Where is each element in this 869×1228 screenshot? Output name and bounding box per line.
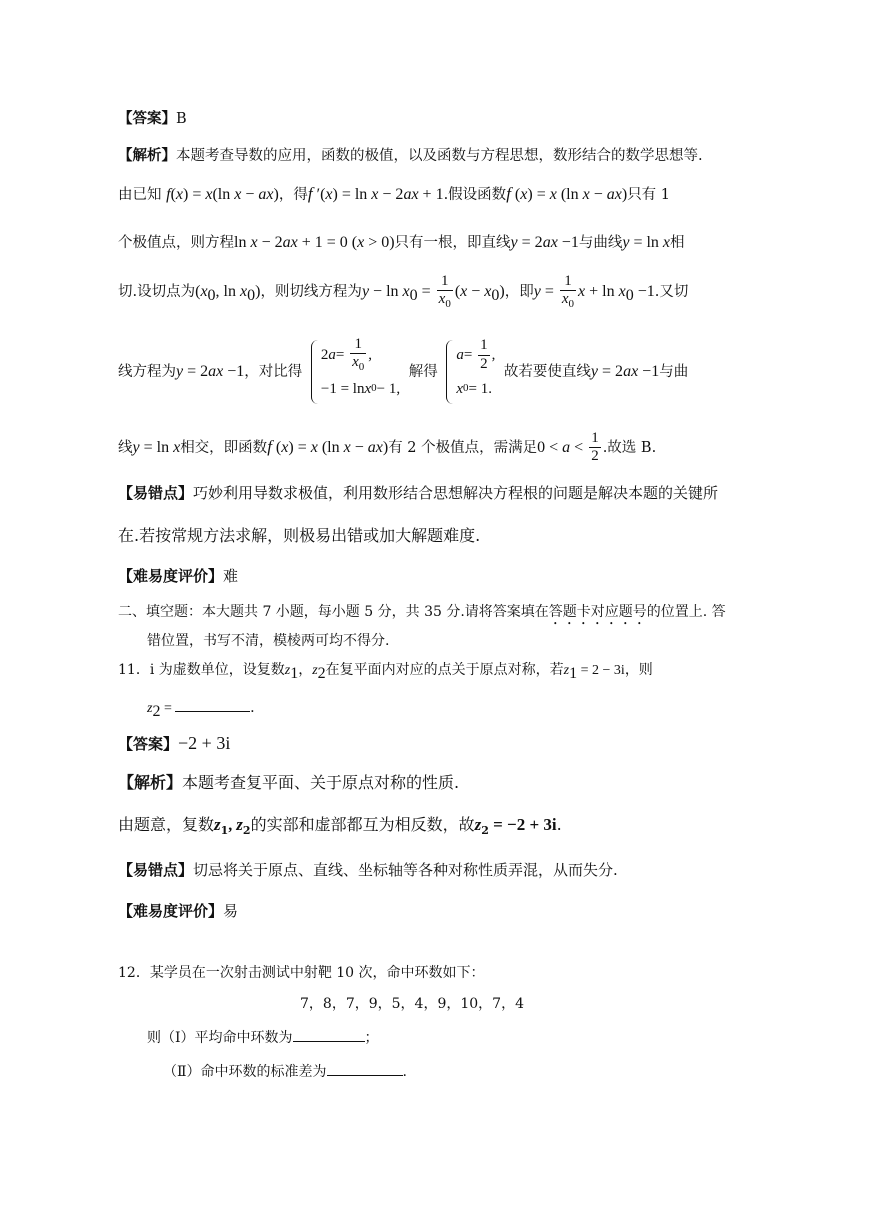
text: 有 2 个极值点，需满足: [388, 439, 538, 456]
text: 切.设切点为: [118, 283, 196, 300]
text: ，对比得: [244, 364, 303, 380]
q12-part-2: [163, 1061, 803, 1081]
q10-analysis-line-2: 个极值点，则方程ln x − 2ax + 1 = 0 (x > 0)只有一根，即直线y = 2ax −1与曲线y = ln x相: [118, 234, 685, 251]
text: 二、填空题：本大题共 7 小题，每小题 5 分，共 35 分.请将答案填在: [118, 604, 549, 620]
q12-data: [300, 996, 600, 1013]
text: 的实部和虚部都互为相反数，故: [250, 815, 475, 834]
text: ，即: [504, 283, 534, 300]
text: 个极值点，则方程: [118, 235, 234, 251]
q10-difficulty: [118, 567, 758, 585]
text: 只有 1: [627, 187, 671, 203]
q11-detail: 由题意，复数$z_1$, $z_2$的实部和虚部都互为相反数，故$z_2 = -2 + 3i$.: [118, 815, 562, 838]
text: .: [402, 1064, 407, 1080]
q10-analysis-line-4: 线方程为y = 2ax −1，对比得 2 a = $\frac{1}{x_0}$ , −1 = ln x 0 − 1, 解得 a = $\frac{1}{2}$ , x 0 = 1. 故若要使直线y = 2ax −1与曲: [118, 338, 758, 406]
q11-stem: 11．i 为虚数单位，设复数$z_1$，$z_2$在复平面内对应的点关于原点对称，若$z_1 = 2 - 3i$，则: [118, 662, 653, 682]
difficulty-value: 难: [223, 567, 239, 585]
data-list: 7，8，7，9，5，4，9，10，7，4: [300, 996, 524, 1012]
text: .: [556, 815, 562, 834]
text: 线方程为: [118, 364, 176, 380]
q11-difficulty: [118, 902, 758, 920]
answer-blank[interactable]: [327, 1061, 403, 1076]
analysis-tag: 【解析】: [118, 773, 183, 792]
q10-analysis-line-3: 切.设切点为($x_0$, $\ln x_0$)，则切线方程为$y - \ln x_0$ = $\frac{1}{x_0}$ $(x - x_0)$，即y = $\frac{1}{x_0}$ $x + \ln x_0 -1$.又切: [118, 273, 689, 311]
answer-blank[interactable]: [293, 1027, 365, 1042]
error-tag: 【易错点】: [118, 484, 194, 502]
q12-part-1: [147, 1027, 787, 1047]
solution-system: a = $\frac{1}{2}$ , x 0 = 1.: [446, 338, 495, 406]
text: 线: [118, 439, 133, 456]
text: 相交，即函数: [180, 439, 268, 456]
text: i 为虚数单位，设复数: [149, 662, 285, 678]
text: .故选 B.: [602, 439, 657, 456]
text: ，: [298, 662, 313, 678]
text: 由题意，复数: [118, 815, 215, 834]
fraction: $\frac{1}{x_0}$: [561, 273, 575, 311]
text: （Ⅱ）命中环数的标准差为: [163, 1064, 327, 1080]
analysis-intro-text: 本题考查导数的应用，函数的极值，以及函数与方程思想，数形结合的数学思想等.: [176, 148, 703, 164]
answer-blank[interactable]: [175, 697, 250, 712]
text: 错位置，书写不清，模棱两可均不得分.: [147, 633, 390, 649]
difficulty-tag: 【难易度评价】: [118, 567, 224, 585]
answer-value: B: [176, 111, 187, 127]
question-number: 11．: [118, 662, 150, 678]
text: 与曲线: [578, 235, 623, 251]
answer-tag: 【答案】: [118, 110, 176, 127]
section2-heading: [118, 604, 758, 628]
fraction: $\frac{1}{2}$: [591, 430, 599, 465]
q11-analysis: [118, 773, 758, 792]
error-tag: 【易错点】: [118, 861, 194, 879]
difficulty-value: 易: [223, 902, 239, 920]
text: 只有一根，即直线: [394, 235, 511, 251]
text: 解得: [408, 364, 438, 380]
error-text: 切忌将关于原点、直线、坐标轴等各种对称性质弄混，从而失分.: [193, 861, 618, 879]
answer-tag: 【答案】: [118, 735, 179, 753]
q12-stem: [118, 965, 758, 982]
text: ，则切线方程为: [260, 283, 362, 300]
text: ；: [364, 1030, 379, 1046]
emphasized-text: 答题卡对应题号: [548, 604, 647, 620]
text: 与曲: [659, 364, 689, 380]
q10-answer-line: [118, 110, 758, 128]
answer-value: −2 + 3i: [178, 733, 231, 753]
error-text: 在.若按常规方法求解，则极易出错或加大解题难度.: [118, 526, 481, 545]
q10-error-line-1: [118, 484, 758, 502]
text: ，得: [278, 187, 308, 203]
text: 故若要使直线: [503, 364, 591, 380]
question-text: 12．某学员在一次射击测试中射靶 10 次，命中环数如下：: [118, 965, 485, 981]
text: 的位置上. 答: [646, 604, 726, 620]
analysis-tag: 【解析】: [118, 147, 176, 164]
q10-error-line-2: [118, 526, 758, 545]
error-text: 巧妙利用导数求极值，利用数形结合思想解决方程根的问题是解决本题的关键所: [193, 484, 719, 502]
fraction: $\frac{1}{x_0}$: [438, 273, 451, 311]
q11-answer: [118, 733, 758, 755]
text: 相: [670, 235, 685, 251]
section2-heading-line-2: [147, 633, 787, 650]
text: 在复平面内对应的点关于原点对称，若: [325, 662, 564, 678]
difficulty-tag: 【难易度评价】: [118, 902, 224, 920]
formula: f: [166, 186, 171, 203]
q10-analysis-line-1: 由已知 f(x) = x(ln x − ax)，得f ′(x) = ln x − 2ax + 1.假设函数f (x) = x (ln x − ax)只有 1: [118, 184, 671, 203]
equation-system: 2 a = $\frac{1}{x_0}$ , −1 = ln x 0 − 1,: [311, 338, 400, 406]
text: .假设函数: [443, 187, 507, 203]
analysis-text: 本题考查复平面、关于原点对称的性质.: [182, 773, 460, 792]
text: 由已知: [118, 187, 162, 203]
q11-blank-line: $z_2$ = .: [147, 699, 255, 720]
q10-analysis-intro: [118, 147, 758, 165]
text: .又切: [654, 283, 689, 300]
q11-error: [118, 861, 758, 879]
text: ，则: [624, 662, 653, 678]
text: 则（Ⅰ）平均命中环数为: [147, 1030, 293, 1046]
q10-analysis-line-5: 线y = ln x相交，即函数f (x) = x (ln x − ax)有 2 个极值点，需满足0 < a < $\frac{1}{2}$ .故选 B.: [118, 430, 657, 465]
